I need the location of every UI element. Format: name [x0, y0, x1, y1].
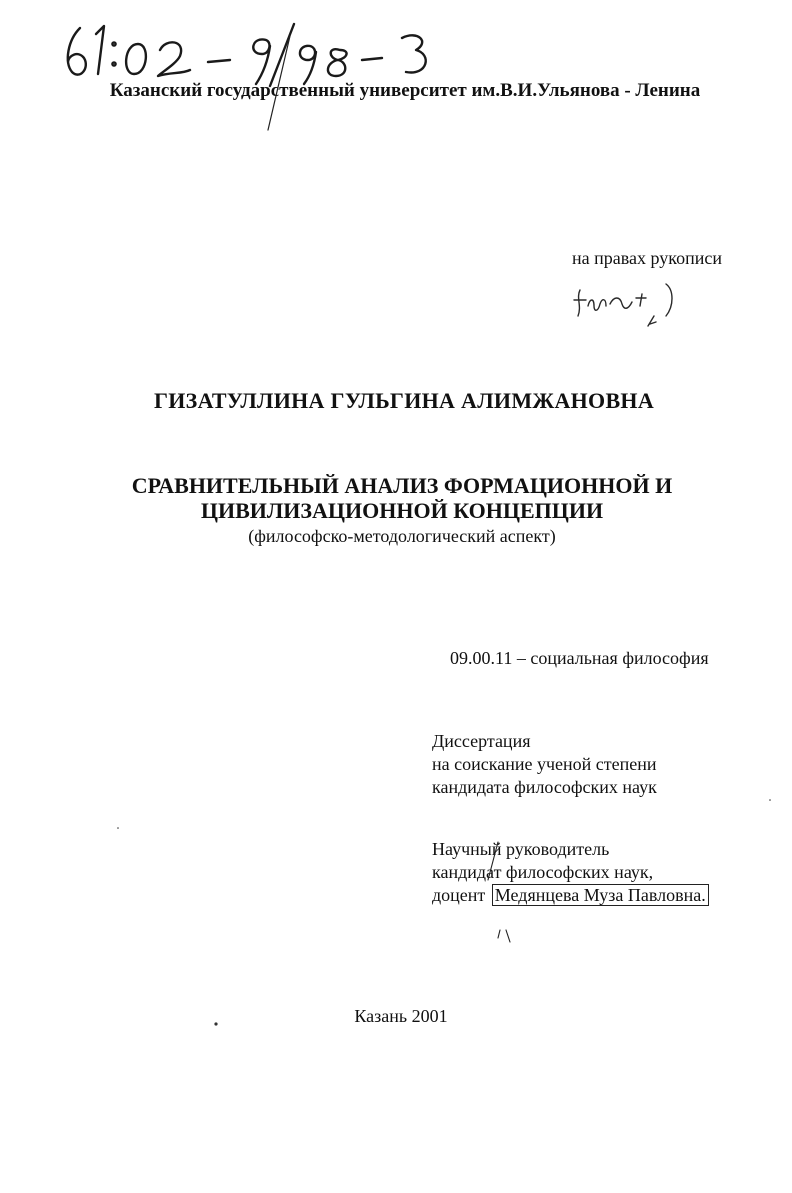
handwritten-archive-number-drawing — [58, 10, 488, 90]
city-and-year: Казань 2001 — [354, 1006, 448, 1026]
stray-dot — [117, 827, 119, 829]
dissertation-subtitle: (философско-методологический аспект) — [248, 526, 556, 546]
degree-line-1: Диссертация — [432, 731, 531, 751]
degree-line-2: на соискание ученой степени — [432, 754, 657, 774]
signature — [570, 276, 690, 338]
dissertation-title-line-2: ЦИВИЛИЗАЦИОННОЙ КОНЦЕПЦИИ — [200, 498, 604, 523]
pen-tick-mark — [498, 930, 510, 942]
supervisor-line-3 — [432, 885, 709, 906]
specialty-code: 09.00.11 – социальная философия — [450, 648, 709, 668]
stray-dot — [769, 799, 771, 801]
supervisor-title: доцент — [432, 885, 486, 905]
supervisor-name: Медянцева Муза Павловна. — [492, 884, 709, 906]
degree-line-3: кандидата философских наук — [432, 777, 657, 797]
supervisor-line-1: Научный руководитель — [432, 839, 610, 859]
signature-drawing — [570, 276, 690, 338]
manuscript-rights-label: на правах рукописи — [572, 248, 722, 268]
supervisor-line-2: кандидат философских наук, — [432, 862, 654, 882]
author-name: ГИЗАТУЛЛИНА ГУЛЬГИНА АЛИМЖАНОВНА — [153, 388, 655, 413]
dissertation-title-line-1: СРАВНИТЕЛЬНЫЙ АНАЛИЗ ФОРМАЦИОННОЙ И — [131, 473, 673, 498]
handwritten-archive-number — [58, 10, 488, 90]
university-name: Казанский государственный университет им.В.И.Ульянова - Ленина — [109, 80, 701, 101]
